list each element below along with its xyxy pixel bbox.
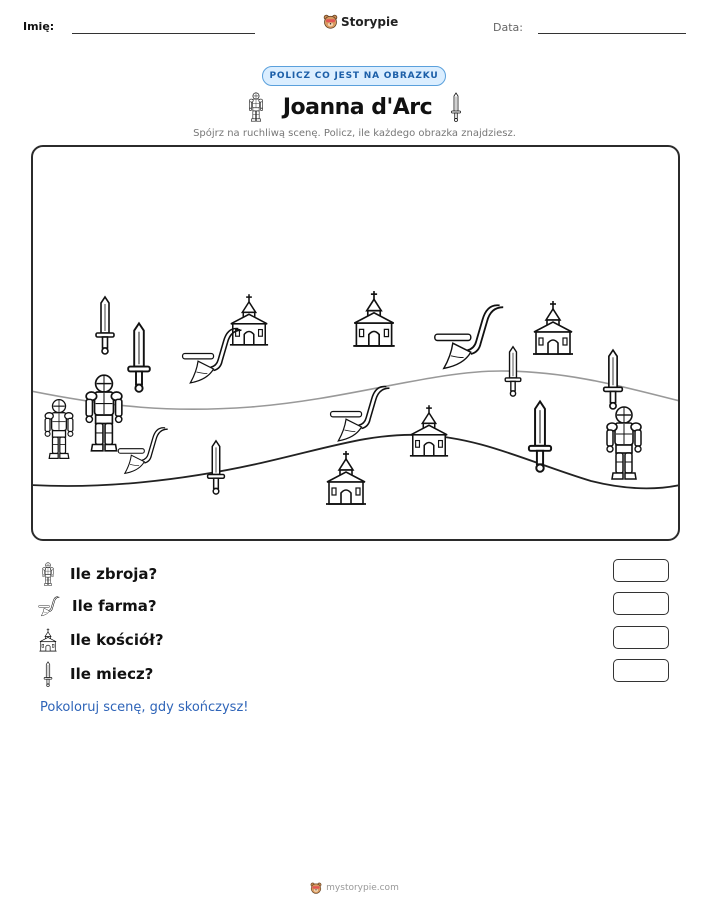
name-field[interactable] xyxy=(72,33,255,34)
back-hill-line xyxy=(31,371,680,409)
church-icon xyxy=(230,294,268,345)
knight-icon xyxy=(607,407,641,479)
question-row-armor xyxy=(38,562,157,586)
brand-logo xyxy=(323,14,398,29)
sword-icon xyxy=(128,323,150,391)
question-row-farm xyxy=(38,595,157,617)
answer-box-armor[interactable] xyxy=(613,559,669,582)
footer xyxy=(0,882,709,894)
title-row xyxy=(200,92,509,122)
sword-icon xyxy=(604,350,623,409)
question-text: Ile kościół? xyxy=(70,631,164,649)
sword-icon xyxy=(38,661,58,687)
page-title: Joanna d'Arc xyxy=(282,94,433,120)
church-icon xyxy=(533,301,573,354)
coloring-note: Pokoloruj scenę, gdy skończysz! xyxy=(40,700,249,715)
knight-icon xyxy=(45,400,73,459)
sword-icon xyxy=(450,92,462,122)
plow-icon xyxy=(118,428,167,474)
sword-icon xyxy=(208,441,225,494)
church-icon xyxy=(353,291,394,346)
knight-icon xyxy=(86,375,122,451)
church-icon xyxy=(410,405,448,456)
church-icon xyxy=(38,628,58,652)
answer-box-sword[interactable] xyxy=(613,659,669,682)
instruction-text: Spójrz na ruchliwą scenę. Policz, ile każdego obrazka znajdziesz. xyxy=(193,128,516,139)
counting-scene xyxy=(31,145,680,541)
church-icon xyxy=(326,451,366,504)
plow-icon xyxy=(435,305,503,368)
armor-icon xyxy=(38,562,58,586)
question-row-church xyxy=(38,628,164,652)
date-field[interactable] xyxy=(538,33,686,34)
date-label: Data: xyxy=(493,21,523,34)
brand-name: Storypie xyxy=(341,14,399,29)
sword-icon xyxy=(96,297,114,354)
name-label: Imię: xyxy=(23,20,55,33)
question-row-sword xyxy=(38,661,153,687)
bear-logo-icon xyxy=(323,14,338,29)
question-text: Ile miecz? xyxy=(70,665,154,683)
bear-logo-icon xyxy=(310,882,322,894)
answer-box-church[interactable] xyxy=(613,626,669,649)
plow-icon xyxy=(38,595,60,617)
footer-url: mystorypie.com xyxy=(326,883,399,893)
answer-box-farm[interactable] xyxy=(613,592,669,615)
question-text: Ile farma? xyxy=(72,597,157,615)
activity-badge: POLICZ CO JEST NA OBRAZKU xyxy=(262,66,446,86)
question-text: Ile zbroja? xyxy=(70,565,158,583)
knight-icon xyxy=(247,92,265,122)
